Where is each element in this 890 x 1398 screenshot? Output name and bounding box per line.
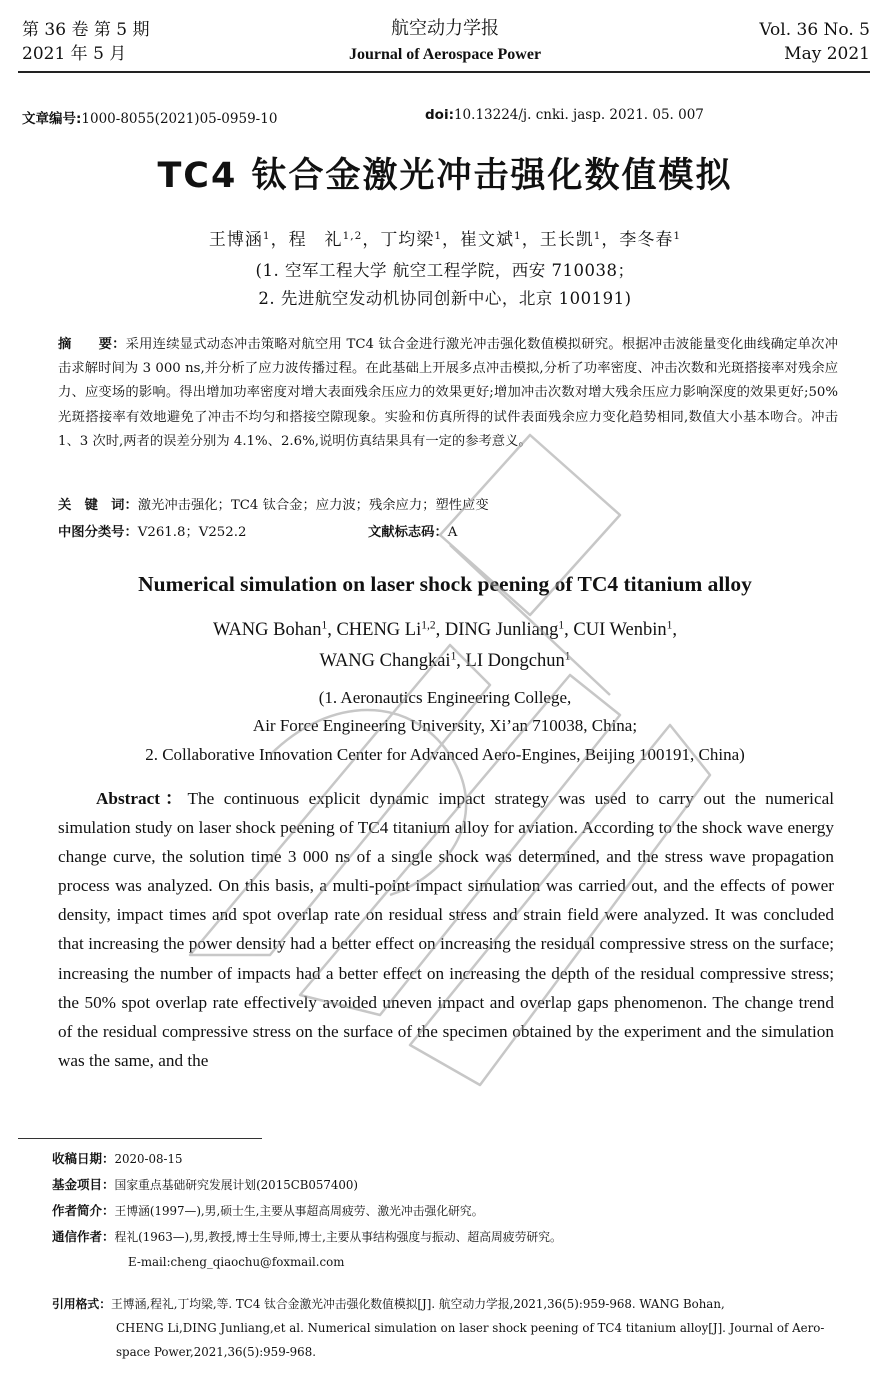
author-en: LI Dongchun [465, 651, 565, 671]
affiliation-en-3: 2. Collaborative Innovation Center for Advanced Aero-Engines, Beijing 100191, China) [145, 745, 745, 764]
author-cn: 丁均梁 [380, 230, 435, 250]
fund-value: 国家重点基础研究发展计划(2015CB057400) [114, 1178, 359, 1192]
abstract-cn-text: 采用连续显式动态冲击策略对航空用 TC4 钛合金进行激光冲击强化数值模拟研究。根据冲击波能量变化曲线确定单次冲击求解时间为 3 000 ns,并分析了应力波传播过程。在此基础上开展多点冲击模拟,分析了功率密度、冲击次数和光斑搭接率对残余应力、应变场的影响。得出增加功率密度对增大表面残余压应力的效果更好;增加冲击次数对增大残余压应力影响深度的效果更好;50%光斑搭接率有效地避免了冲击不均匀和搭接空隙现象。实验和仿真所得的试件表面残余应力变化趋势相同,数值大小基本吻合。冲击 1、3 次时,两者的误差分别为 4.1%、2.6%,说明仿真结果具有一定的参考意义。 [58, 337, 838, 449]
classification-label: 中图分类号： [58, 525, 138, 540]
received-label: 收稿日期： [52, 1151, 115, 1166]
affiliation-en-1: (1. Aeronautics Engineering College, [318, 688, 572, 707]
abstract-en-label: Abstract： [96, 789, 188, 808]
footnote-email: E-mail:cheng_qiaochu@foxmail.com [128, 1255, 345, 1269]
footnote-received [52, 1150, 183, 1168]
citation-label: 引用格式： [52, 1297, 111, 1311]
abstract-cn [58, 333, 838, 454]
corresponding-label: 通信作者： [52, 1229, 115, 1244]
authors-en-line1: WANG Bohan$^1$, CHENG Li$^{1,2}$, DING Junliang$^1$, CUI Wenbin$^1$, [213, 619, 677, 640]
affiliation-cn-2: 2. 先进航空发动机协同创新中心，北京 100191) [258, 289, 632, 308]
keywords-cn-text: 激光冲击强化；TC4 钛合金；应力波；残余应力；塑性应变 [137, 498, 489, 513]
header-rule [18, 71, 870, 73]
author-sup: 1 [593, 230, 602, 243]
author-sup: 1 [564, 650, 571, 663]
author-sup: 1 [558, 619, 565, 632]
bio-label: 作者简介： [52, 1203, 115, 1218]
document-code-value: A [447, 525, 458, 540]
corresponding-value: 程礼(1963—),男,教授,博士生导师,博士,主要从事结构强度与振动、超高周疲劳研究。 [114, 1230, 562, 1244]
author-sup: 1 [262, 230, 271, 243]
document-code [368, 521, 457, 545]
citation-format [52, 1292, 874, 1364]
journal-name-cn: 航空动力学报 [391, 18, 499, 39]
author-sup: 1 [450, 650, 457, 663]
author-en: CHENG Li [336, 620, 422, 640]
classification-number [58, 521, 246, 545]
doi-value: 10.13224/j. cnki. jasp. 2021. 05. 007 [453, 107, 704, 123]
author-en: WANG Bohan [213, 620, 322, 640]
document-code-label: 文献标志码： [368, 525, 448, 540]
author-sup: 1,2 [342, 230, 363, 243]
footnote-bio [52, 1202, 484, 1220]
journal-name-en: Journal of Aerospace Power [348, 46, 542, 63]
author-sup: 1,2 [421, 619, 436, 632]
footnote-rule [18, 1138, 262, 1139]
author-cn: 崔文斌 [460, 230, 515, 250]
author-cn: 王长凯 [539, 230, 594, 250]
article-number-value: 1000-8055(2021)05-0959-10 [81, 111, 278, 127]
abstract-en [58, 784, 834, 1075]
author-sup: 1 [514, 230, 522, 243]
article-number-label: 文章编号: [22, 111, 82, 127]
author-en: CUI Wenbin [573, 620, 667, 640]
footnote-fund [52, 1176, 358, 1194]
citation-line-2: CHENG Li,DING Junliang,et al. Numerical simulation on laser shock peening of TC4 titanium alloy[J]. Journal of Aero- [116, 1321, 825, 1335]
doi-label: doi: [425, 107, 454, 123]
footnote-corresponding [52, 1228, 562, 1246]
author-en: WANG Changkai [319, 651, 451, 671]
authors-cn: 王博涵$^1$，程 礼$^{1,2}$，丁均梁$^1$，崔文斌$^1$，王长凯$^1$，李冬春$^1$ [208, 230, 682, 250]
keywords-cn-label: 关 键 词： [58, 498, 138, 513]
authors-en-line2: WANG Changkai$^1$, LI Dongchun$^1$ [319, 650, 571, 671]
abstract-cn-label: 摘 要： [58, 337, 126, 352]
volume-issue-en: Vol. 36 No. 5 [759, 20, 870, 40]
publication-date-en: May 2021 [784, 44, 870, 64]
bio-value: 王博涵(1997—),男,硕士生,主要从事超高周疲劳、激光冲击强化研究。 [114, 1204, 484, 1218]
publication-date-cn: 2021 年 5 月 [22, 44, 127, 64]
received-date: 2020-08-15 [114, 1152, 183, 1166]
classification-value: V261.8；V252.2 [137, 525, 247, 540]
citation-line-1: 王博涵,程礼,丁均梁,等. TC4 钛合金激光冲击强化数值模拟[J]. 航空动力学报,2021,36(5):959-968. WANG Bohan, [111, 1297, 725, 1311]
title-en: Numerical simulation on laser shock peening of TC4 titanium alloy [138, 572, 752, 596]
author-sup: 1 [673, 230, 682, 243]
affiliation-cn-1: (1. 空军工程大学 航空工程学院，西安 710038； [255, 261, 635, 280]
keywords-cn [58, 494, 489, 518]
doi [425, 107, 704, 123]
author-en: DING Junliang [444, 620, 559, 640]
abstract-en-text: The continuous explicit dynamic impact strategy was used to carry out the numerical simulation study on laser shock peening of TC4 titanium alloy for aviation. According to the shock wave energy change curve, the solution time 3 000 ns of a single shock was determined, and the stress wave propagation process was analyzed. On this basis, a multi-point impact simulation was carried out, and the effects of power density, impact times and spot overlap rate on residual stress and strain field were analyzed. It was concluded that increasing the power density had a better effect on increasing the residual compressive stress on the surface; increasing the number of impacts had a better effect on increasing the depth of the residual compressive stress; the 50% spot overlap rate effectively avoided uneven impact and overlap gaps phenomenon. The change trend of the residual compressive stress on the surface of the specimen obtained by the experiment and the simulation was the same, and the [58, 789, 834, 1070]
author-sup: 1 [434, 230, 443, 243]
volume-issue: 第 36 卷 第 5 期 [22, 20, 150, 40]
author-cn: 程 礼 [288, 230, 343, 250]
fund-label: 基金项目： [52, 1177, 115, 1192]
affiliation-en-2: Air Force Engineering University, Xi’an 710038, China; [252, 716, 638, 735]
author-cn: 李冬春 [619, 230, 674, 250]
author-sup: 1 [321, 619, 328, 632]
article-number [22, 107, 277, 127]
title-cn: TC4 钛合金激光冲击强化数值模拟 [157, 156, 733, 196]
author-sup: 1 [666, 619, 673, 632]
author-cn: 王博涵 [208, 230, 263, 250]
citation-line-3: space Power,2021,36(5):959-968. [116, 1345, 316, 1359]
